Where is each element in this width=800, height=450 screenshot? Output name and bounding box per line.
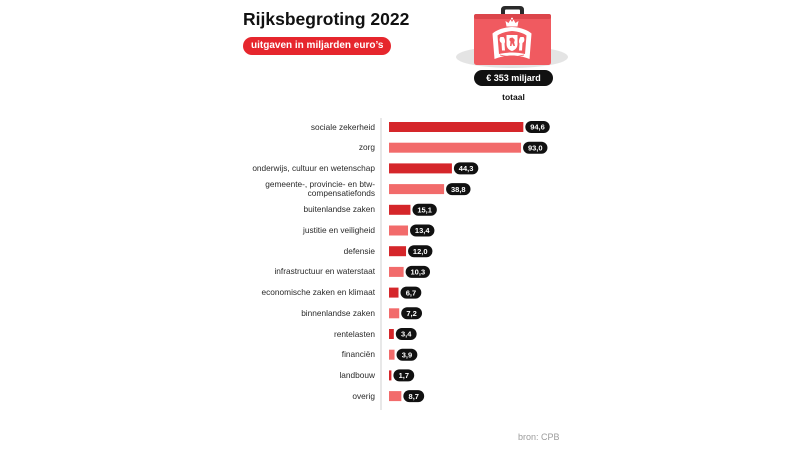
value-label-zorg xyxy=(523,142,547,154)
category-label-infrastructuur-en-waterstaat: infrastructuur en waterstaat xyxy=(274,266,375,277)
value-text: 10,3 xyxy=(410,267,426,277)
briefcase-icon xyxy=(455,2,570,70)
bar-binnenlandse-zaken xyxy=(389,308,399,318)
bars xyxy=(389,121,550,402)
category-label-binnenlandse-zaken: binnenlandse zaken xyxy=(301,307,375,318)
bar-overig xyxy=(389,391,401,401)
bar-buitenlandse-zaken xyxy=(389,205,410,215)
category-label-onderwijs-cultuur-en-wetenschap: onderwijs, cultuur en wetenschap xyxy=(252,162,375,173)
value-text: 93,0 xyxy=(527,143,543,153)
value-text: 6,7 xyxy=(405,288,417,298)
value-text: 94,6 xyxy=(530,122,545,132)
category-label-buitenlandse-zaken: buitenlandse zaken xyxy=(303,204,375,215)
value-label-landbouw xyxy=(393,369,414,381)
category-label-defensie: defensie xyxy=(343,245,375,256)
value-text: 3,4 xyxy=(401,329,412,339)
value-text: 1,7 xyxy=(398,371,410,381)
value-label-justitie-en-veiligheid xyxy=(410,225,434,237)
value-text: 3,9 xyxy=(401,350,413,360)
value-label-defensie xyxy=(408,245,432,257)
source-note: bron: CPB xyxy=(518,432,560,442)
value-label-rentelasten xyxy=(396,328,417,340)
value-label-sociale-zekerheid xyxy=(525,121,549,133)
value-text: 15,1 xyxy=(417,205,432,215)
value-label-financien xyxy=(397,349,418,361)
bar-infrastructuur-en-waterstaat xyxy=(389,267,404,277)
subtitle-badge: uitgaven in miljarden euro’s xyxy=(243,37,391,55)
bar-onderwijs-cultuur-en-wetenschap xyxy=(389,163,452,173)
category-label-rentelasten: rentelasten xyxy=(333,328,375,339)
page-title: Rijksbegroting 2022 xyxy=(243,9,410,29)
bar-chart xyxy=(240,115,570,415)
category-label-justitie-en-veiligheid: justitie en veiligheid xyxy=(303,225,375,236)
total-amount-badge: € 353 miljard xyxy=(474,70,553,86)
category-label-economische-zaken-en-klimaat: economische zaken en klimaat xyxy=(261,287,375,298)
total-label: totaal xyxy=(502,92,525,102)
value-text: 44,3 xyxy=(458,164,474,174)
category-label-overig: overig xyxy=(352,390,375,401)
category-label-sociale-zekerheid: sociale zekerheid xyxy=(310,121,375,132)
value-text: 38,8 xyxy=(450,184,466,194)
bar-defensie xyxy=(389,246,406,256)
value-text: 13,4 xyxy=(414,226,430,236)
value-label-gemeente-provincie-en-btw-compensatiefonds xyxy=(446,183,470,195)
bar-rentelasten xyxy=(389,329,394,339)
bar-gemeente-provincie-en-btw-compensatiefonds xyxy=(389,184,444,194)
bar-sociale-zekerheid xyxy=(389,122,523,132)
bar-economische-zaken-en-klimaat xyxy=(389,288,399,298)
category-label-landbouw: landbouw xyxy=(339,369,375,380)
bar-landbouw xyxy=(389,370,391,380)
value-label-infrastructuur-en-waterstaat xyxy=(406,266,430,278)
category-label-gemeente-provincie-en-btw-compensatiefonds: gemeente-, provincie- en btw- compensatiefonds xyxy=(265,179,375,199)
value-label-binnenlandse-zaken xyxy=(401,307,422,319)
value-label-overig xyxy=(403,390,424,402)
value-text: 8,7 xyxy=(408,391,419,401)
value-label-buitenlandse-zaken xyxy=(412,204,436,216)
bar-justitie-en-veiligheid xyxy=(389,226,408,236)
value-text: 7,2 xyxy=(406,309,417,318)
value-label-economische-zaken-en-klimaat xyxy=(401,287,422,299)
value-text: 12,0 xyxy=(412,246,428,256)
bar-zorg xyxy=(389,143,521,153)
category-label-zorg: zorg xyxy=(358,142,375,153)
bar-financien xyxy=(389,350,395,360)
category-label-financien: financiën xyxy=(341,349,375,360)
value-label-onderwijs-cultuur-en-wetenschap xyxy=(454,162,478,174)
